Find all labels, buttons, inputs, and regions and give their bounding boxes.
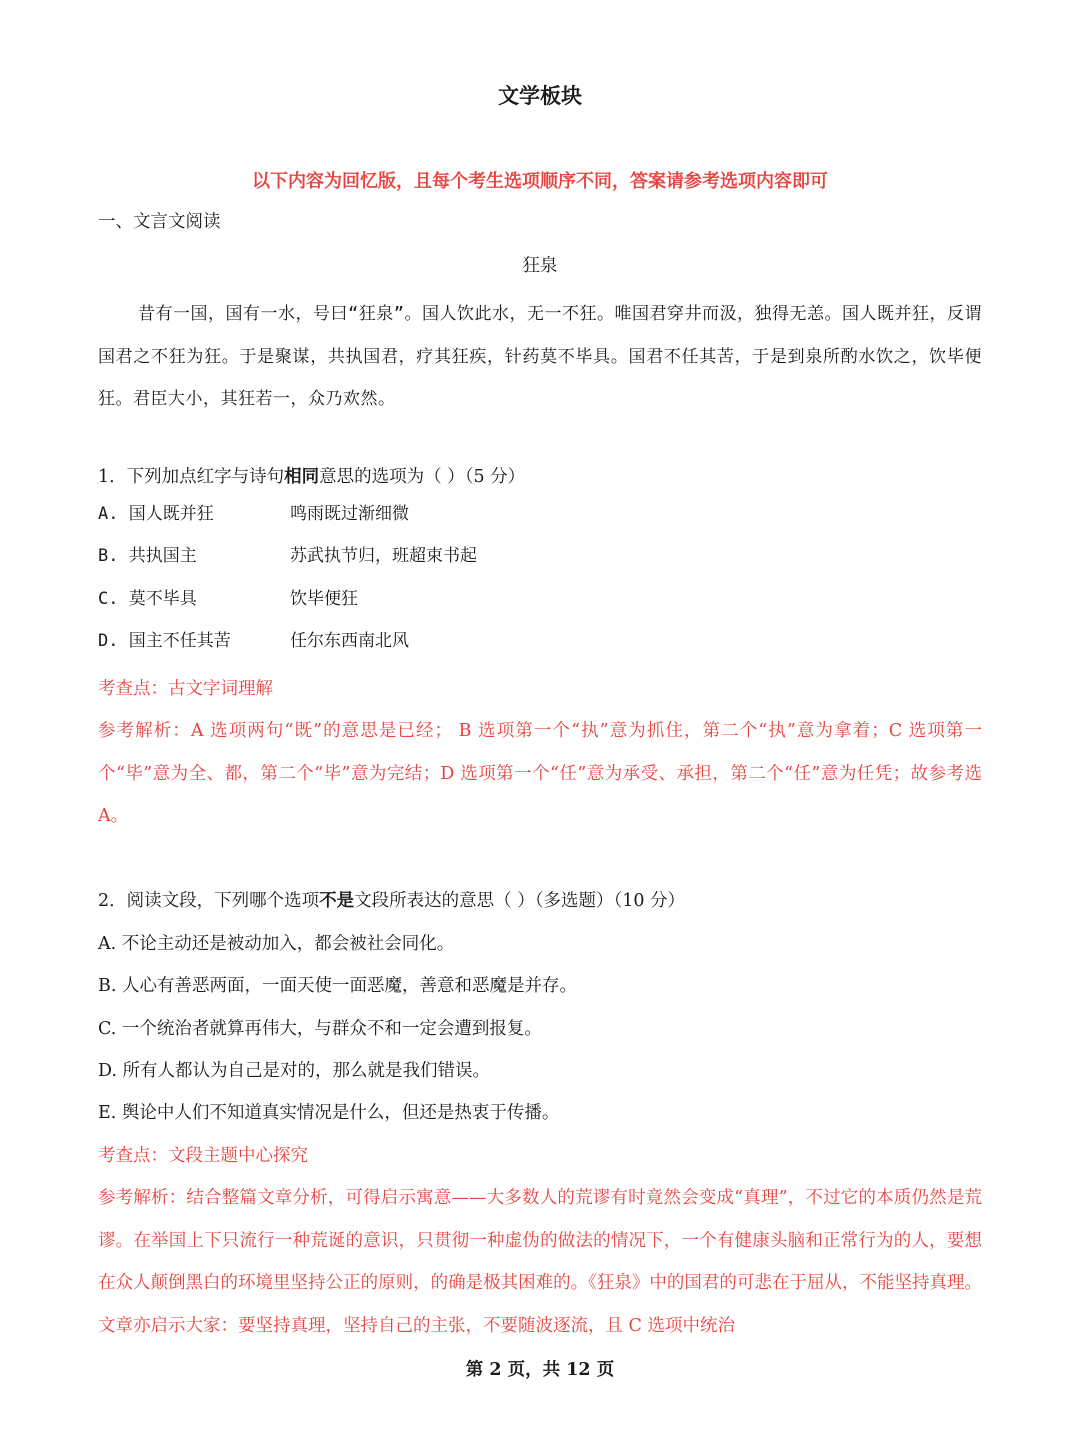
option-b-phrase: B. 共执国主 [98,546,197,566]
passage-text: 昔有一国，国有一水，号曰“狂泉”。国人饮此水，无一不狂。唯国君穿井而汲，独得无恙。国人既并狂，反谓国君之不狂为狂。于是聚谋，共执国君，疗其狂疾，针药莫不毕具。国君不任其苦，于是到泉所酌水饮之，饮毕便狂。君臣大小，其狂若一，众乃欢然。 [98,304,982,409]
option-c-phrase: C. 莫不毕具 [98,589,197,609]
question-1-suffix: 意思的选项为（ ）（5 分） [319,467,526,487]
option-b-poem: 苏武执节归，班超束书起 [290,546,477,566]
question-1-option-c [98,586,358,612]
page-title: 文学板块 [498,84,582,108]
question-2-option-e: E. 舆论中人们不知道真实情况是什么，但还是热衷于传播。 [98,1103,560,1123]
question-2-option-d: D. 所有人都认为自己是对的，那么就是我们错误。 [98,1061,491,1081]
question-1-option-d [98,628,409,654]
option-d-poem: 任尔东西南北风 [290,631,409,651]
question-2-option-a: A. 不论主动还是被动加入，都会被社会同化。 [98,934,455,954]
option-a-poem: 鸣雨既过渐细微 [290,504,409,524]
question-1-emphasis: 相同 [284,467,320,487]
question-2-analysis: 参考解析：结合整篇文章分析，可得启示寓意——大多数人的荒谬有时竟然会变成“真理”，不过它的本质仍然是荒谬。在举国上下只流行一种荒诞的意识，只贯彻一种虚伪的做法的情况下，一个有健康头脑和正常行为的人，要想在众人颠倒黑白的环境里坚持公正的原则，的确是极其困难的。《狂泉》中的国君的可悲在于屈从，不能坚持真理。文章亦启示大家：要坚持真理，坚持自己的主张，不要随波逐流，且 C 选项中统治 [98,1188,982,1336]
option-d-phrase: D. 国主不任其苦 [98,631,231,651]
question-2-suffix: 文段所表达的意思（ ）（多选题）（10 分） [354,891,686,911]
question-1-option-b [98,543,477,569]
recall-notice: 以下内容为回忆版，且每个考生选项顺序不同，答案请参考选项内容即可 [252,171,828,192]
question-2-title [98,888,685,914]
page-footer: 第 2 页，共 12 页 [465,1360,615,1380]
option-c-poem: 饮毕便狂 [290,589,358,609]
question-2-prefix: 2．阅读文段，下列哪个选项 [98,891,320,911]
question-2-point: 考查点：文段主题中心探究 [98,1146,308,1166]
question-2-option-c: C. 一个统治者就算再伟大，与群众不和一定会遭到报复。 [98,1019,542,1039]
question-1-point: 考查点：古文字词理解 [98,679,273,699]
passage-title: 狂泉 [522,256,558,276]
question-1-analysis: 参考解析：A 选项两句“既”的意思是已经； B 选项第一个“执”意为抓住，第二个“执”意为拿着；C 选项第一个“毕”意为全、都，第二个“毕”意为完结；D 选项第一个“任”意为承受、承担，第二个“任”意为任凭；故参考选 A。 [98,721,982,826]
question-2-option-b: B. 人心有善恶两面，一面天使一面恶魔，善意和恶魔是并存。 [98,976,577,996]
option-a-phrase: A. 国人既并狂 [98,504,214,524]
question-1-option-a [98,501,409,527]
question-1-title [98,464,525,490]
section-heading: 一、文言文阅读 [98,212,221,232]
question-2-emphasis: 不是 [319,891,355,911]
question-1-prefix: 1．下列加点红字与诗句 [98,467,285,487]
